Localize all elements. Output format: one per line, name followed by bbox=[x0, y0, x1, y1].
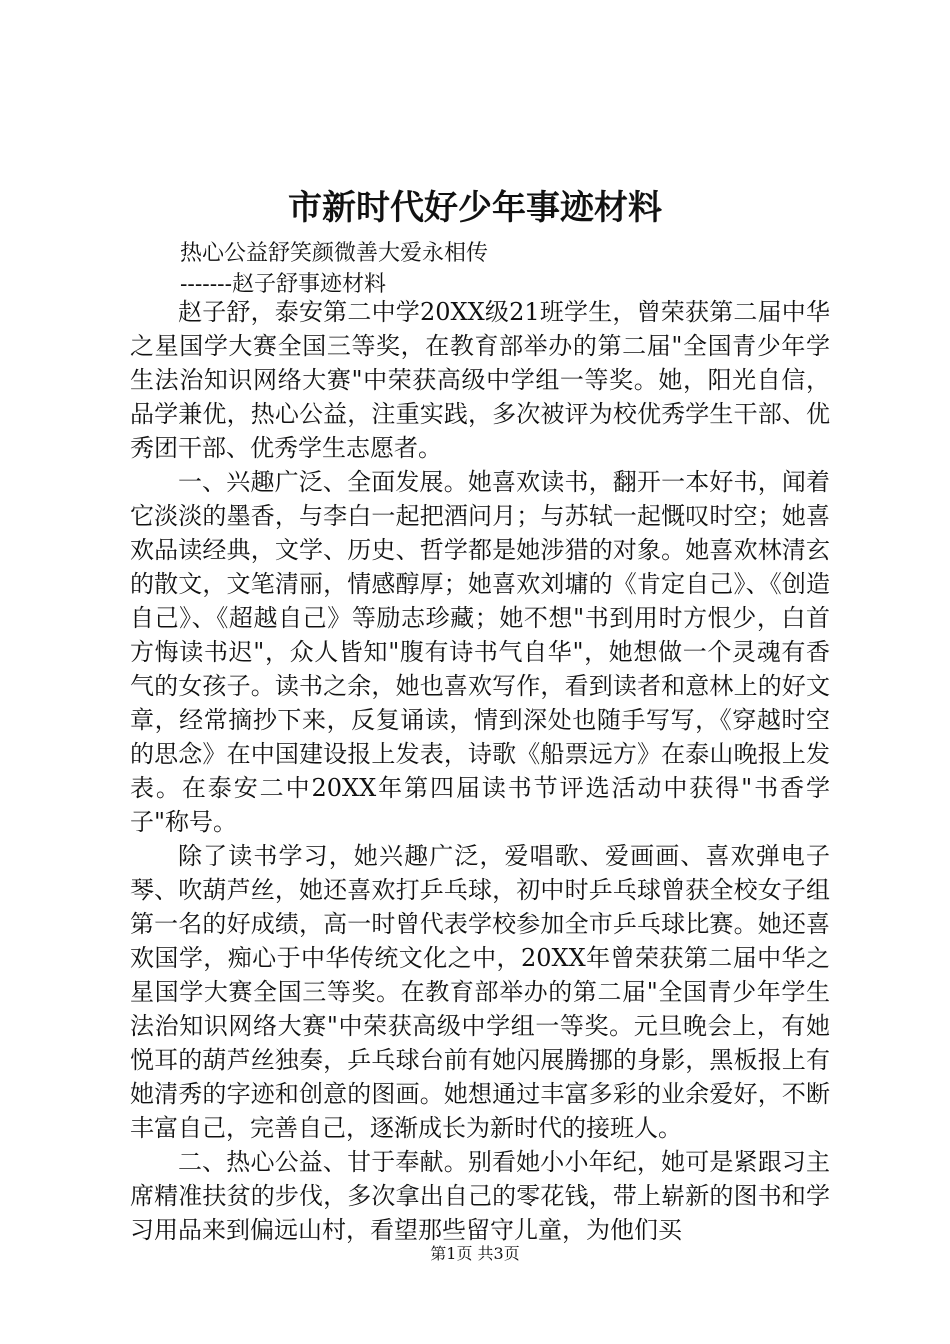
document-subtitle: 热心公益舒笑颜微善大爱永相传 bbox=[180, 241, 489, 266]
paragraph-interests: 一、兴趣广泛、全面发展。她喜欢读书，翻开一本好书，闻着它淡淡的墨香，与李白一起把酒问月；与苏轼一起慨叹时空；她喜欢品读经典，文学、历史、哲学都是她涉猎的对象。她喜欢林清玄的散文，文笔清丽，情感醇厚；她喜欢刘墉的《肯定自己》、《创造自己》、《超越自己》等励志珍藏；她不想"书到用时方恨少，白首方悔读书迟"，众人皆知"腹有诗书气自华"，她想做一个灵魂有香气的女孩子。读书之余，她也喜欢写作，看到读者和意林上的好文章，经常摘抄下来，反复诵读，情到深处也随手写写，《穿越时空的思念》在中国建设报上发表，诗歌《船票远方》在泰山晚报上发表。在泰安二中20XX年第四届读书节评选活动中获得"书香学子"称号。 bbox=[130, 468, 830, 836]
document-body bbox=[130, 295, 830, 1247]
paragraph-intro: 赵子舒，泰安第二中学20XX级21班学生，曾荣获第二届中华之星国学大赛全国三等奖，在教育部举办的第二届"全国青少年学生法治知识网络大赛"中荣获高级中学组一等奖。她，阳光自信，品学兼优，热心公益，注重实践，多次被评为校优秀学生干部、优秀团干部、优秀学生志愿者。 bbox=[130, 298, 830, 462]
document-title: 市新时代好少年事迹材料 bbox=[288, 188, 662, 228]
page-footer: 第1页 共3页 bbox=[430, 1244, 520, 1263]
paragraph-hobbies: 除了读书学习，她兴趣广泛，爱唱歌、爱画画、喜欢弹电子琴、吹葫芦丝，她还喜欢打乒乓球，初中时乒乓球曾获全校女子组第一名的好成绩，高一时曾代表学校参加全市乒乓球比赛。她还喜欢国学，痴心于中华传统文化之中，20XX年曾荣获第二届中华之星国学大赛全国三等奖。在教育部举办的第二届"全国青少年学生法治知识网络大赛"中荣获高级中学组一等奖。元旦晚会上，有她悦耳的葫芦丝独奏，乒乓球台前有她闪展腾挪的身影，黑板报上有她清秀的字迹和创意的图画。她想通过丰富多彩的业余爱好，不断丰富自己，完善自己，逐渐成长为新时代的接班人。 bbox=[130, 842, 830, 1142]
document-byline: -------赵子舒事迹材料 bbox=[180, 272, 387, 297]
paragraph-charity: 二、热心公益、甘于奉献。别看她小小年纪，她可是紧跟习主席精准扶贫的步伐，多次拿出自己的零花钱，带上崭新的图书和学习用品来到偏远山村，看望那些留守儿童，为他们买 bbox=[130, 1148, 830, 1244]
